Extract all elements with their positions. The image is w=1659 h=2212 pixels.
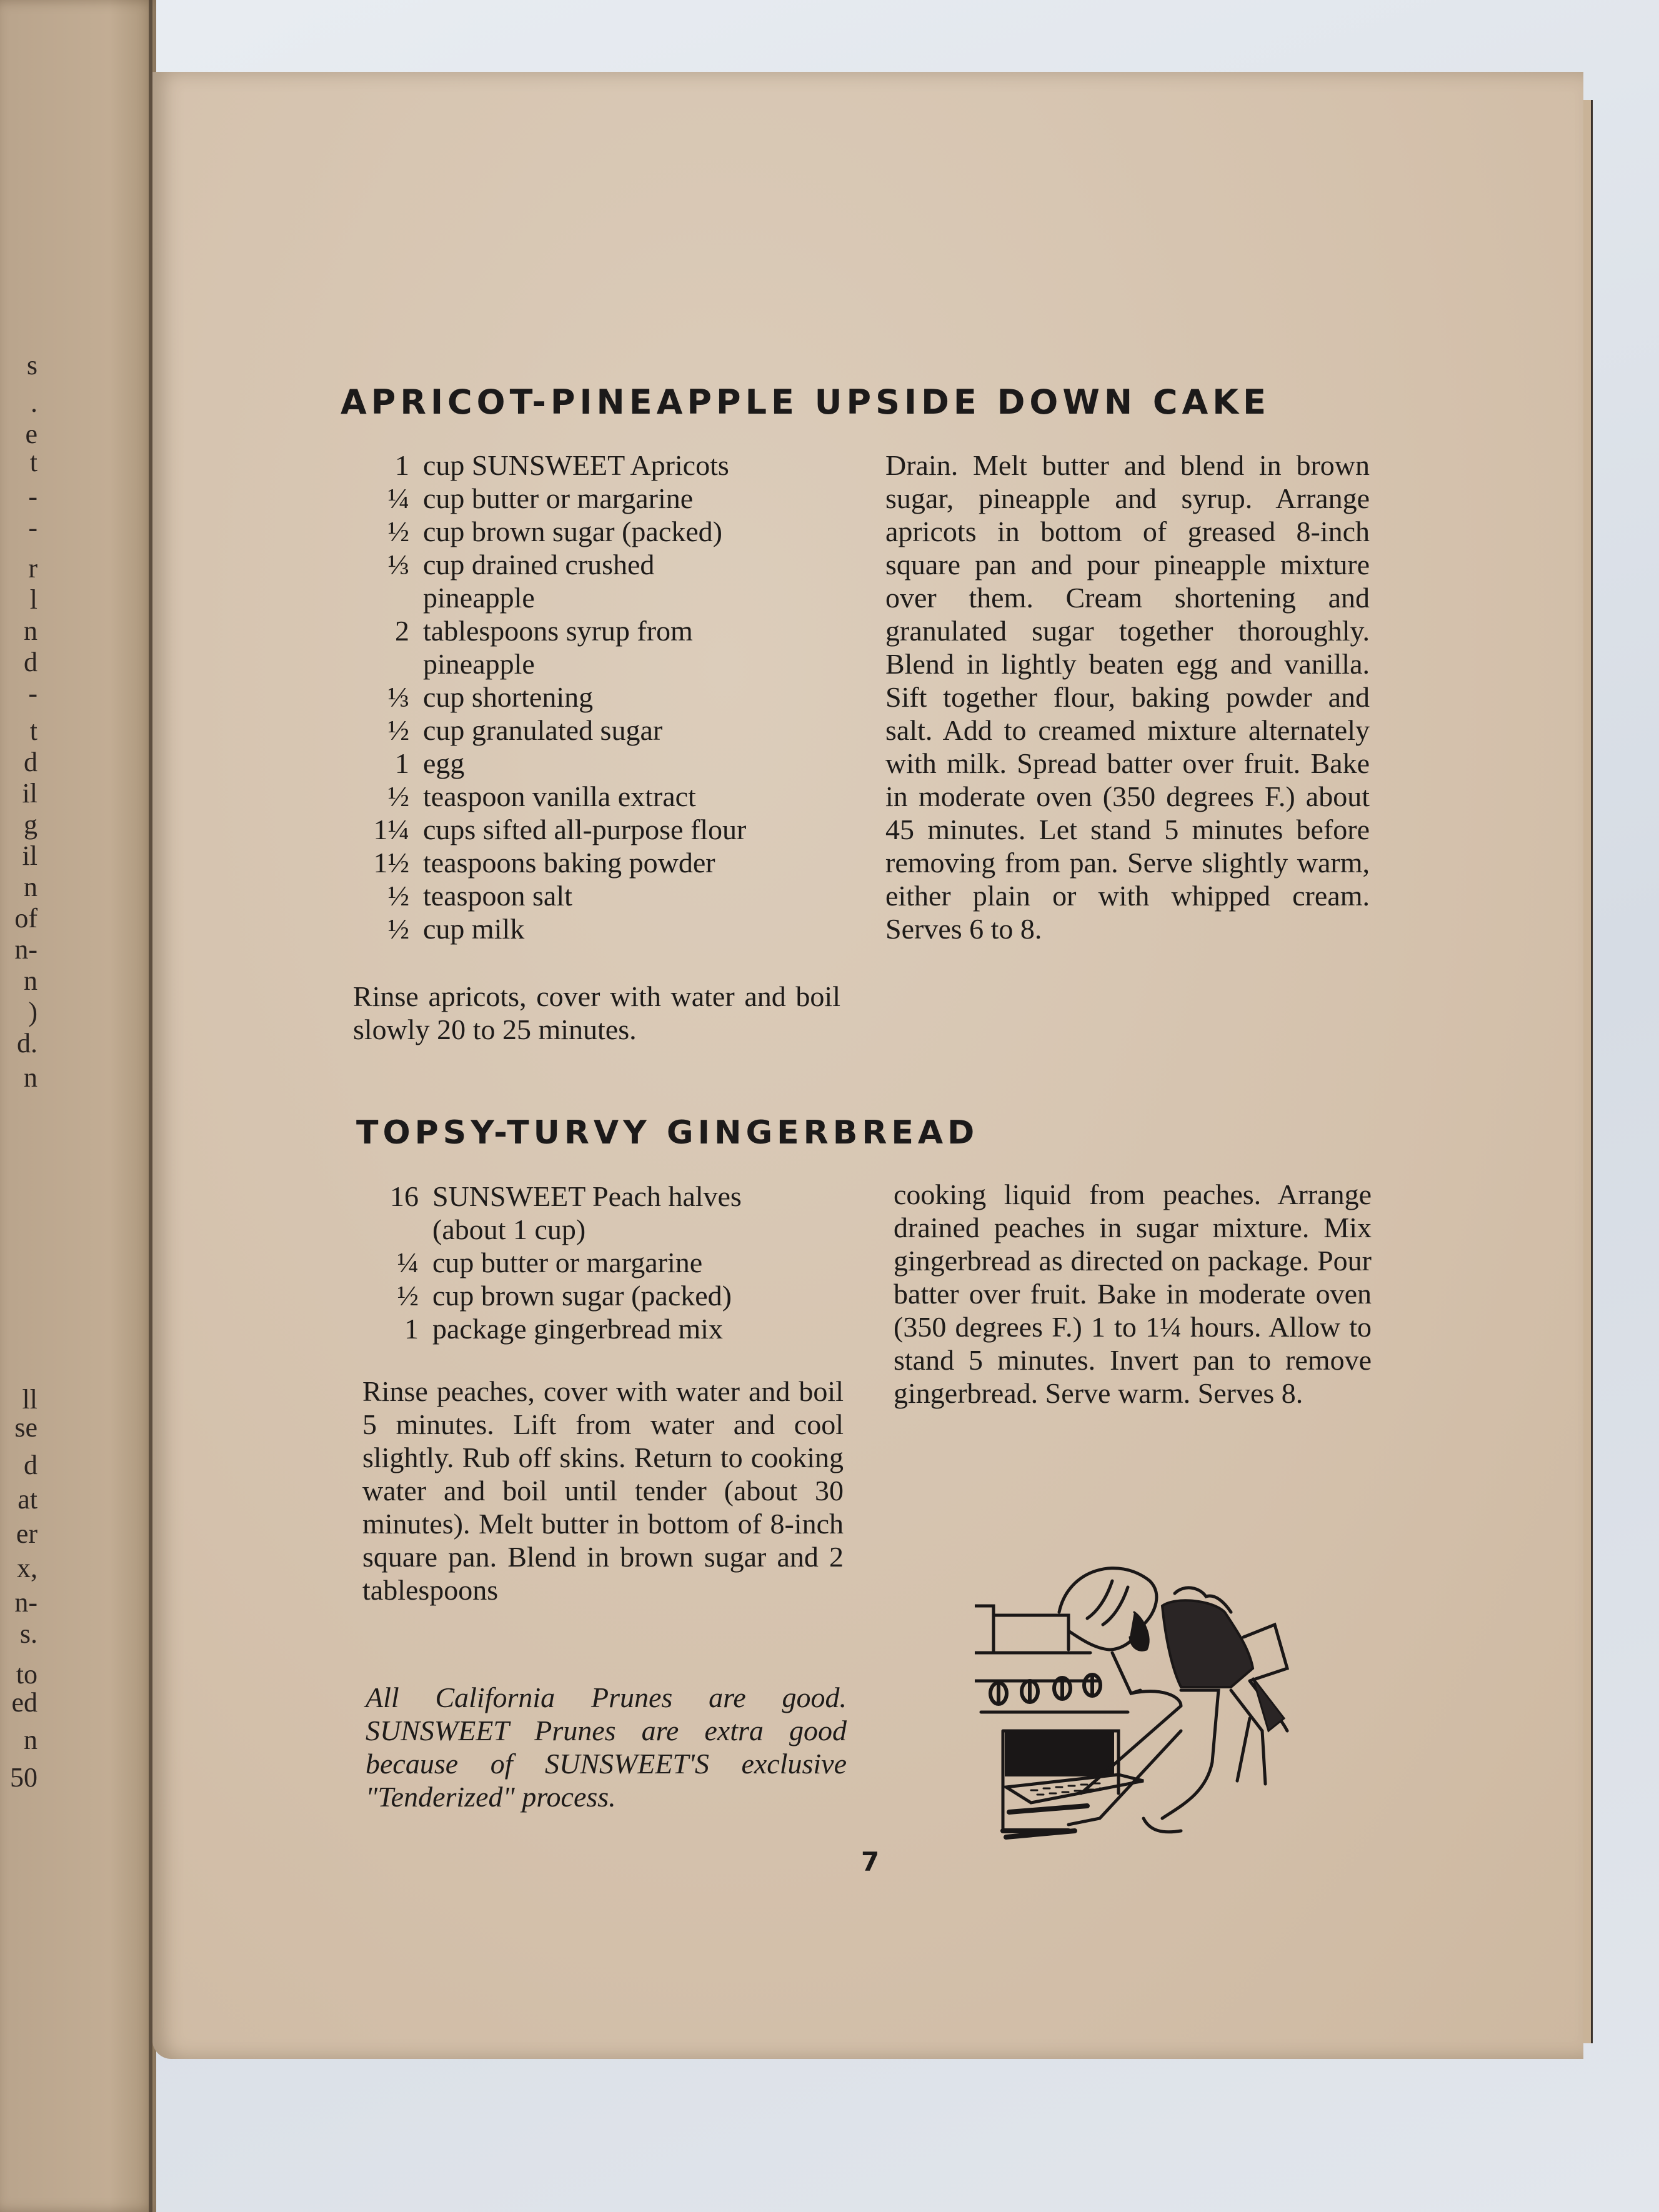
- ingredient-text: SUNSWEET Peach halves: [432, 1180, 742, 1212]
- ingredient-text: cup brown sugar (packed): [423, 516, 722, 547]
- ingredient-quantity: 1: [395, 747, 409, 779]
- left-page-fragment: t: [29, 447, 37, 477]
- directions-gingerbread-col1: Rinse peaches, cover with water and boil 5 minutes. Lift from water and cool slightly. Rub off skins. Return to cooking water and boil until tender (about 30 minutes). Melt butter in bottom of 8-inch square pan. Blend in brown sugar and 2 tablespoons: [362, 1375, 844, 1606]
- left-page-fragment: ll: [22, 1384, 37, 1415]
- left-page-fragment: l: [29, 584, 37, 615]
- ingredient-text: cup brown sugar (packed): [432, 1280, 732, 1312]
- left-page-fragment: g: [24, 809, 37, 840]
- ingredient-text: teaspoon salt: [423, 880, 572, 912]
- ingredient-text: cup drained crushed: [423, 549, 655, 580]
- left-page-fragment: n: [24, 872, 37, 902]
- ingredient-quantity: ½: [387, 913, 409, 945]
- ingredient-row: [350, 1180, 742, 1213]
- ingredient-text: egg: [423, 747, 465, 779]
- ingredient-quantity: ½: [387, 714, 409, 746]
- left-page-fragment: to: [16, 1659, 37, 1690]
- page-edge: [1583, 100, 1593, 2043]
- ingredient-quantity: 1: [404, 1313, 419, 1345]
- left-page-fragment: er: [16, 1518, 37, 1549]
- ingredient-row: [347, 714, 746, 747]
- left-page-fragment: se: [14, 1412, 37, 1443]
- ingredient-row: [350, 1312, 742, 1345]
- left-page-fragment: il: [22, 840, 37, 871]
- ingredient-text: cup milk: [423, 913, 525, 945]
- ingredient-row: [347, 680, 746, 714]
- ingredient-quantity: ⅓: [387, 681, 409, 713]
- ingredient-quantity: 1½: [373, 847, 409, 879]
- ingredient-row: [347, 647, 746, 680]
- left-page-fragment: r: [28, 553, 37, 584]
- sunsweet-note: All California Prunes are good. SUNSWEET Prunes are extra good because of SUNSWEET'S exclusive "Tenderized" process.: [366, 1681, 847, 1813]
- left-page-fragment: x,: [17, 1553, 37, 1583]
- ingredient-row: [347, 515, 746, 548]
- left-page-fragment: d.: [17, 1028, 37, 1059]
- recipe-title-apricot-cake: APRICOT-PINEAPPLE UPSIDE DOWN CAKE: [341, 382, 1271, 422]
- ingredient-row: [347, 846, 746, 879]
- ingredient-quantity: ½: [397, 1280, 419, 1312]
- ingredient-text: cup butter or margarine: [423, 482, 694, 514]
- ingredient-text: package gingerbread mix: [432, 1313, 723, 1345]
- ingredient-text: teaspoon vanilla extract: [423, 780, 696, 812]
- ingredient-quantity: ½: [387, 516, 409, 547]
- ingredient-quantity: ⅓: [387, 549, 409, 580]
- left-page-fragment: n: [24, 615, 37, 646]
- ingredient-row: [350, 1213, 742, 1246]
- ingredient-text: pineapple: [423, 648, 535, 680]
- left-page-fragment: .: [31, 387, 37, 418]
- ingredient-row: [347, 747, 746, 780]
- ingredient-text: cup granulated sugar: [423, 714, 663, 746]
- left-page-text-fragments: [0, 0, 37, 2212]
- left-page-fragment: t: [29, 715, 37, 746]
- ingredient-text: teaspoons baking powder: [423, 847, 715, 879]
- ingredient-quantity: ¼: [387, 482, 409, 514]
- left-page-fragment: at: [17, 1484, 37, 1515]
- ingredient-row: [347, 482, 746, 515]
- ingredient-text: tablespoons syrup from: [423, 615, 693, 647]
- left-page-fragment: ): [28, 997, 37, 1027]
- left-page-fragment: d: [24, 747, 37, 777]
- ingredient-row: [347, 449, 746, 482]
- left-page-fragment: n: [24, 1062, 37, 1093]
- left-page-fragment: -: [28, 678, 37, 709]
- recipe-title-gingerbread: TOPSY-TURVY GINGERBREAD: [356, 1114, 979, 1152]
- ingredient-row: [347, 581, 746, 614]
- left-page-fragment: n: [24, 1725, 37, 1755]
- ingredient-quantity: 1¼: [373, 814, 409, 845]
- left-page-fragment: -: [28, 512, 37, 543]
- ingredient-text: cup shortening: [423, 681, 594, 713]
- ingredient-row: [347, 912, 746, 945]
- left-page-fragment: n-: [14, 934, 37, 965]
- ingredient-row: [347, 548, 746, 581]
- left-page-fragment: d: [24, 647, 37, 677]
- ingredient-row: [347, 614, 746, 647]
- ingredient-text: pineapple: [423, 582, 535, 614]
- ingredient-text: cup butter or margarine: [432, 1247, 703, 1278]
- directions-apricot-cake-col2: Drain. Melt butter and blend in brown sugar, pineapple and syrup. Arrange apricots in bottom of greased 8-inch square pan and pour pineapple mixture over them. Cream shortening and granulated sugar together thoroughly. Blend in lightly beaten egg and vanilla. Sift together flour, baking powder and salt. Add to creamed mixture alternately with milk. Spread batter over fruit. Bake in moderate oven (350 degrees F.) about 45 minutes. Let stand 5 minutes before removing from pan. Serve slightly warm, either plain or with whipped cream. Serves 6 to 8.: [885, 449, 1370, 945]
- woman-baking-illustration-icon: [975, 1543, 1487, 2031]
- ingredient-text: (about 1 cup): [432, 1213, 586, 1245]
- ingredient-list-apricot-cake: [347, 449, 746, 945]
- directions-apricot-cake-col1: Rinse apricots, cover with water and boil slowly 20 to 25 minutes.: [353, 980, 840, 1045]
- page-number: 7: [861, 1846, 880, 1877]
- ingredient-row: [350, 1246, 742, 1279]
- left-page-fragment: s.: [19, 1618, 37, 1649]
- left-page-fragment: s: [26, 350, 37, 381]
- ingredient-quantity: ½: [387, 780, 409, 812]
- left-page-fragment: d: [24, 1450, 37, 1480]
- left-page-fragment: 50: [10, 1762, 37, 1793]
- ingredient-list-gingerbread: [350, 1180, 742, 1345]
- ingredient-text: cups sifted all-purpose flour: [423, 814, 747, 845]
- left-page-fragment: -: [28, 481, 37, 512]
- left-page-fragment: ed: [11, 1687, 37, 1718]
- left-page-fragment: of: [14, 903, 37, 934]
- left-page-fragment: n-: [14, 1587, 37, 1618]
- left-page-fragment: il: [22, 778, 37, 809]
- left-page: [0, 0, 156, 2212]
- ingredient-quantity: 16: [390, 1180, 419, 1212]
- directions-gingerbread-col2: cooking liquid from peaches. Arrange drained peaches in sugar mixture. Mix gingerbread as directed on package. Pour batter over fruit. Bake in moderate oven (350 degrees F.) 1 to 1¼ hours. Allow to stand 5 minutes. Invert pan to remove gingerbread. Serve warm. Serves 8.: [894, 1178, 1372, 1409]
- left-page-fragment: e: [25, 419, 37, 449]
- ingredient-row: [347, 780, 746, 813]
- ingredient-quantity: ½: [387, 880, 409, 912]
- ingredient-quantity: 1: [395, 449, 409, 481]
- ingredient-row: [347, 879, 746, 912]
- ingredient-row: [350, 1279, 742, 1312]
- ingredient-row: [347, 813, 746, 846]
- ingredient-text: cup SUNSWEET Apricots: [423, 449, 729, 481]
- ingredient-quantity: 2: [395, 615, 409, 647]
- ingredient-quantity: ¼: [397, 1247, 419, 1278]
- left-page-fragment: n: [24, 965, 37, 996]
